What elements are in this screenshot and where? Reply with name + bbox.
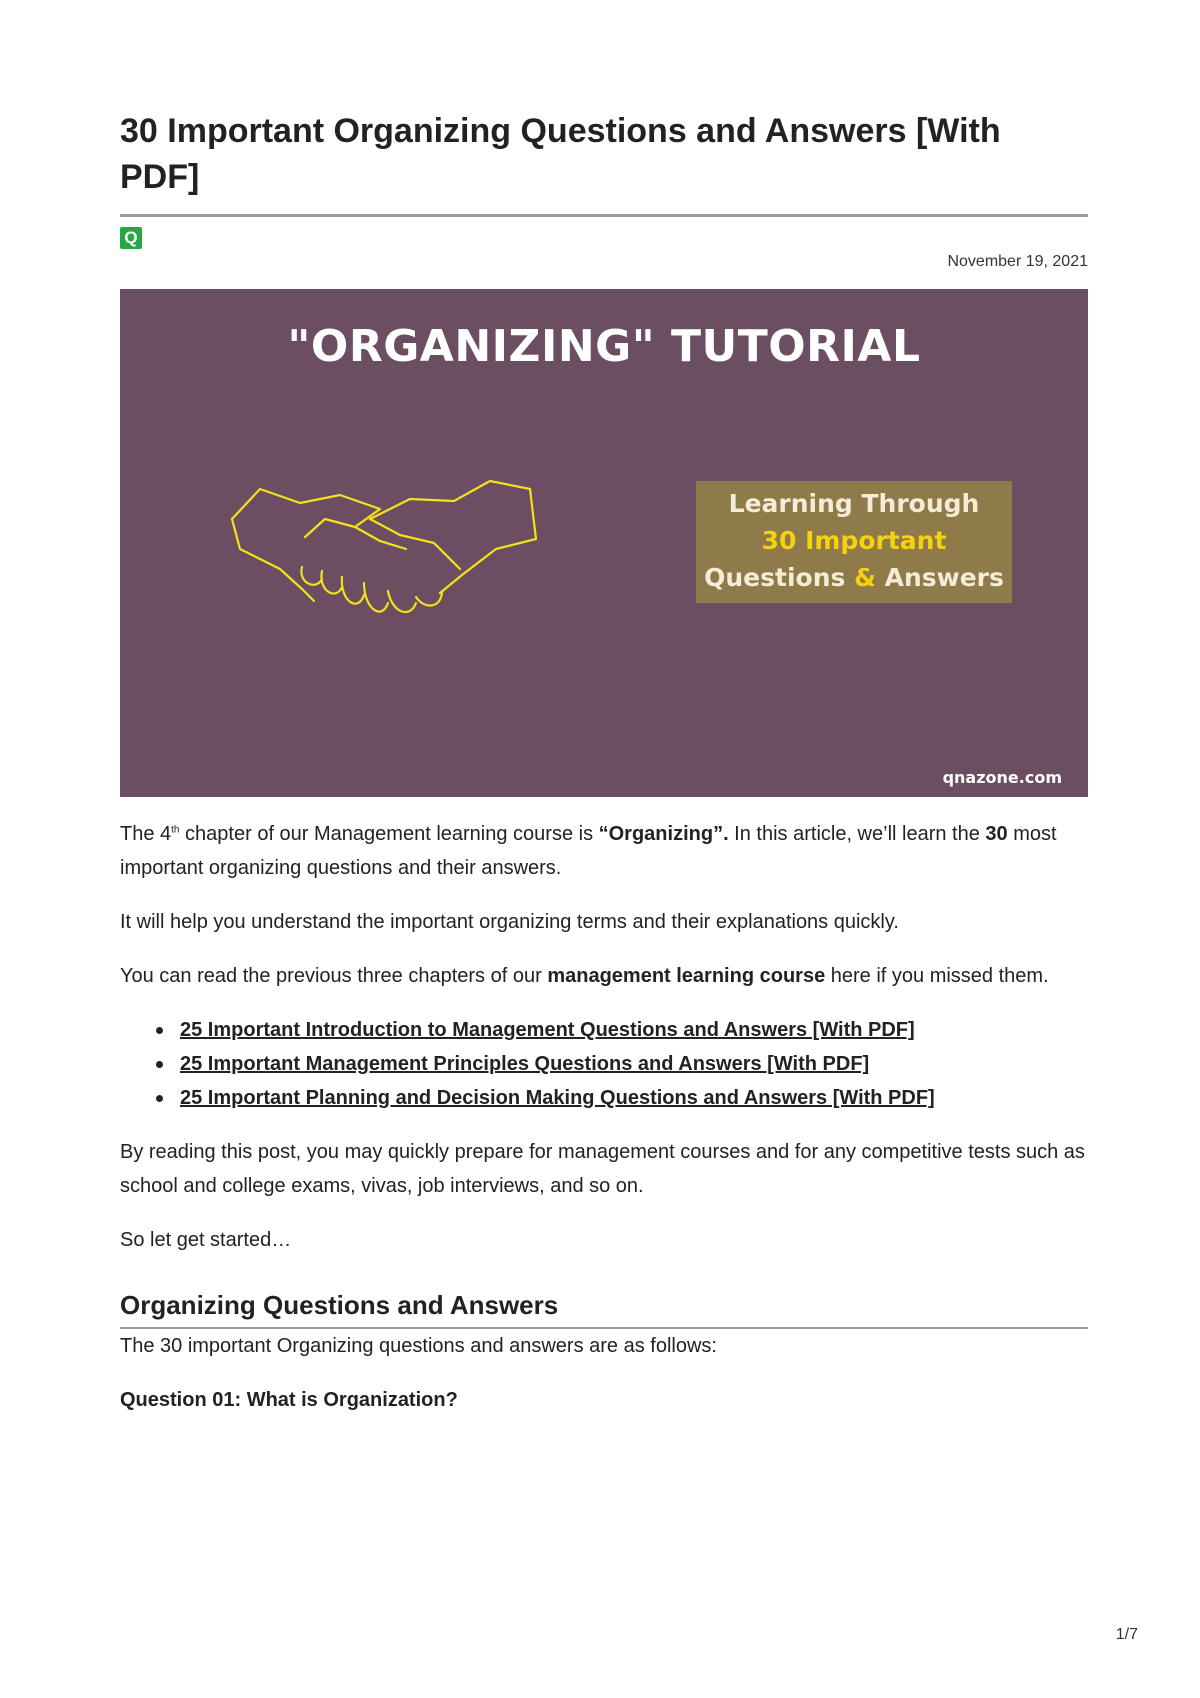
callout-questions: Questions [704,563,855,592]
course-name: management learning course [547,965,826,987]
preparation-paragraph: By reading this post, you may quickly prepare for management courses and for any competitive tests such as school and college exams, vivas, job interviews, and so on. [120,1141,1085,1197]
intro-text: chapter of our Management learning course is [179,823,599,845]
banner-image [120,289,1088,797]
previous-chapters-paragraph [120,959,1088,993]
paragraph-text: here if you missed them. [825,965,1049,987]
site-logo-icon[interactable]: Q [120,227,142,249]
get-started-paragraph: So let get started… [120,1229,292,1251]
list-item [180,1081,1088,1115]
section-intro: The 30 important Organizing questions and answers are as follows: [120,1335,717,1357]
banner-site-name: qnazone.com [942,768,1062,787]
article [120,108,1088,1417]
title-divider [120,214,1088,217]
intro-text: most important organizing questions and their answers. [120,823,1057,879]
callout-line-2: 30 Important [761,526,947,555]
question-count: 30 [985,823,1008,845]
section-heading: Organizing Questions and Answers [120,1290,559,1320]
publish-date: November 19, 2021 [947,253,1088,270]
chapter-link-planning[interactable]: 25 Important Planning and Decision Making Questions and Answers [With PDF] [180,1087,935,1109]
chapter-links-list [120,1013,1088,1115]
chapter-link-principles[interactable]: 25 Important Management Principles Questions and Answers [With PDF] [180,1053,870,1075]
intro-text: In this article, we’ll learn the [728,823,986,845]
callout-ampersand: & [854,563,876,592]
list-item [180,1013,1088,1047]
help-paragraph: It will help you understand the important organizing terms and their explanations quickly. [120,911,899,933]
banner-callout [696,481,1012,603]
intro-paragraph [120,817,1088,885]
question-heading: Question 01: What is Organization? [120,1389,458,1411]
page-number: 1/7 [1115,1626,1138,1643]
chapter-link-introduction[interactable]: 25 Important Introduction to Management Questions and Answers [With PDF] [180,1019,915,1041]
list-item [180,1047,1088,1081]
callout-line-1: Learning Through [728,489,980,518]
callout-line-3 [696,559,1012,596]
handshake-icon [230,479,550,629]
intro-text: The 4 [120,823,172,845]
callout-answers: Answers [875,563,1004,592]
paragraph-text: You can read the previous three chapters of our [120,965,548,987]
article-title: 30 Important Organizing Questions and Answers [With PDF] [120,112,1001,196]
ordinal-suffix: th [171,824,180,836]
banner-title: "ORGANIZING" TUTORIAL [287,321,921,372]
chapter-name: “Organizing”. [598,823,729,845]
